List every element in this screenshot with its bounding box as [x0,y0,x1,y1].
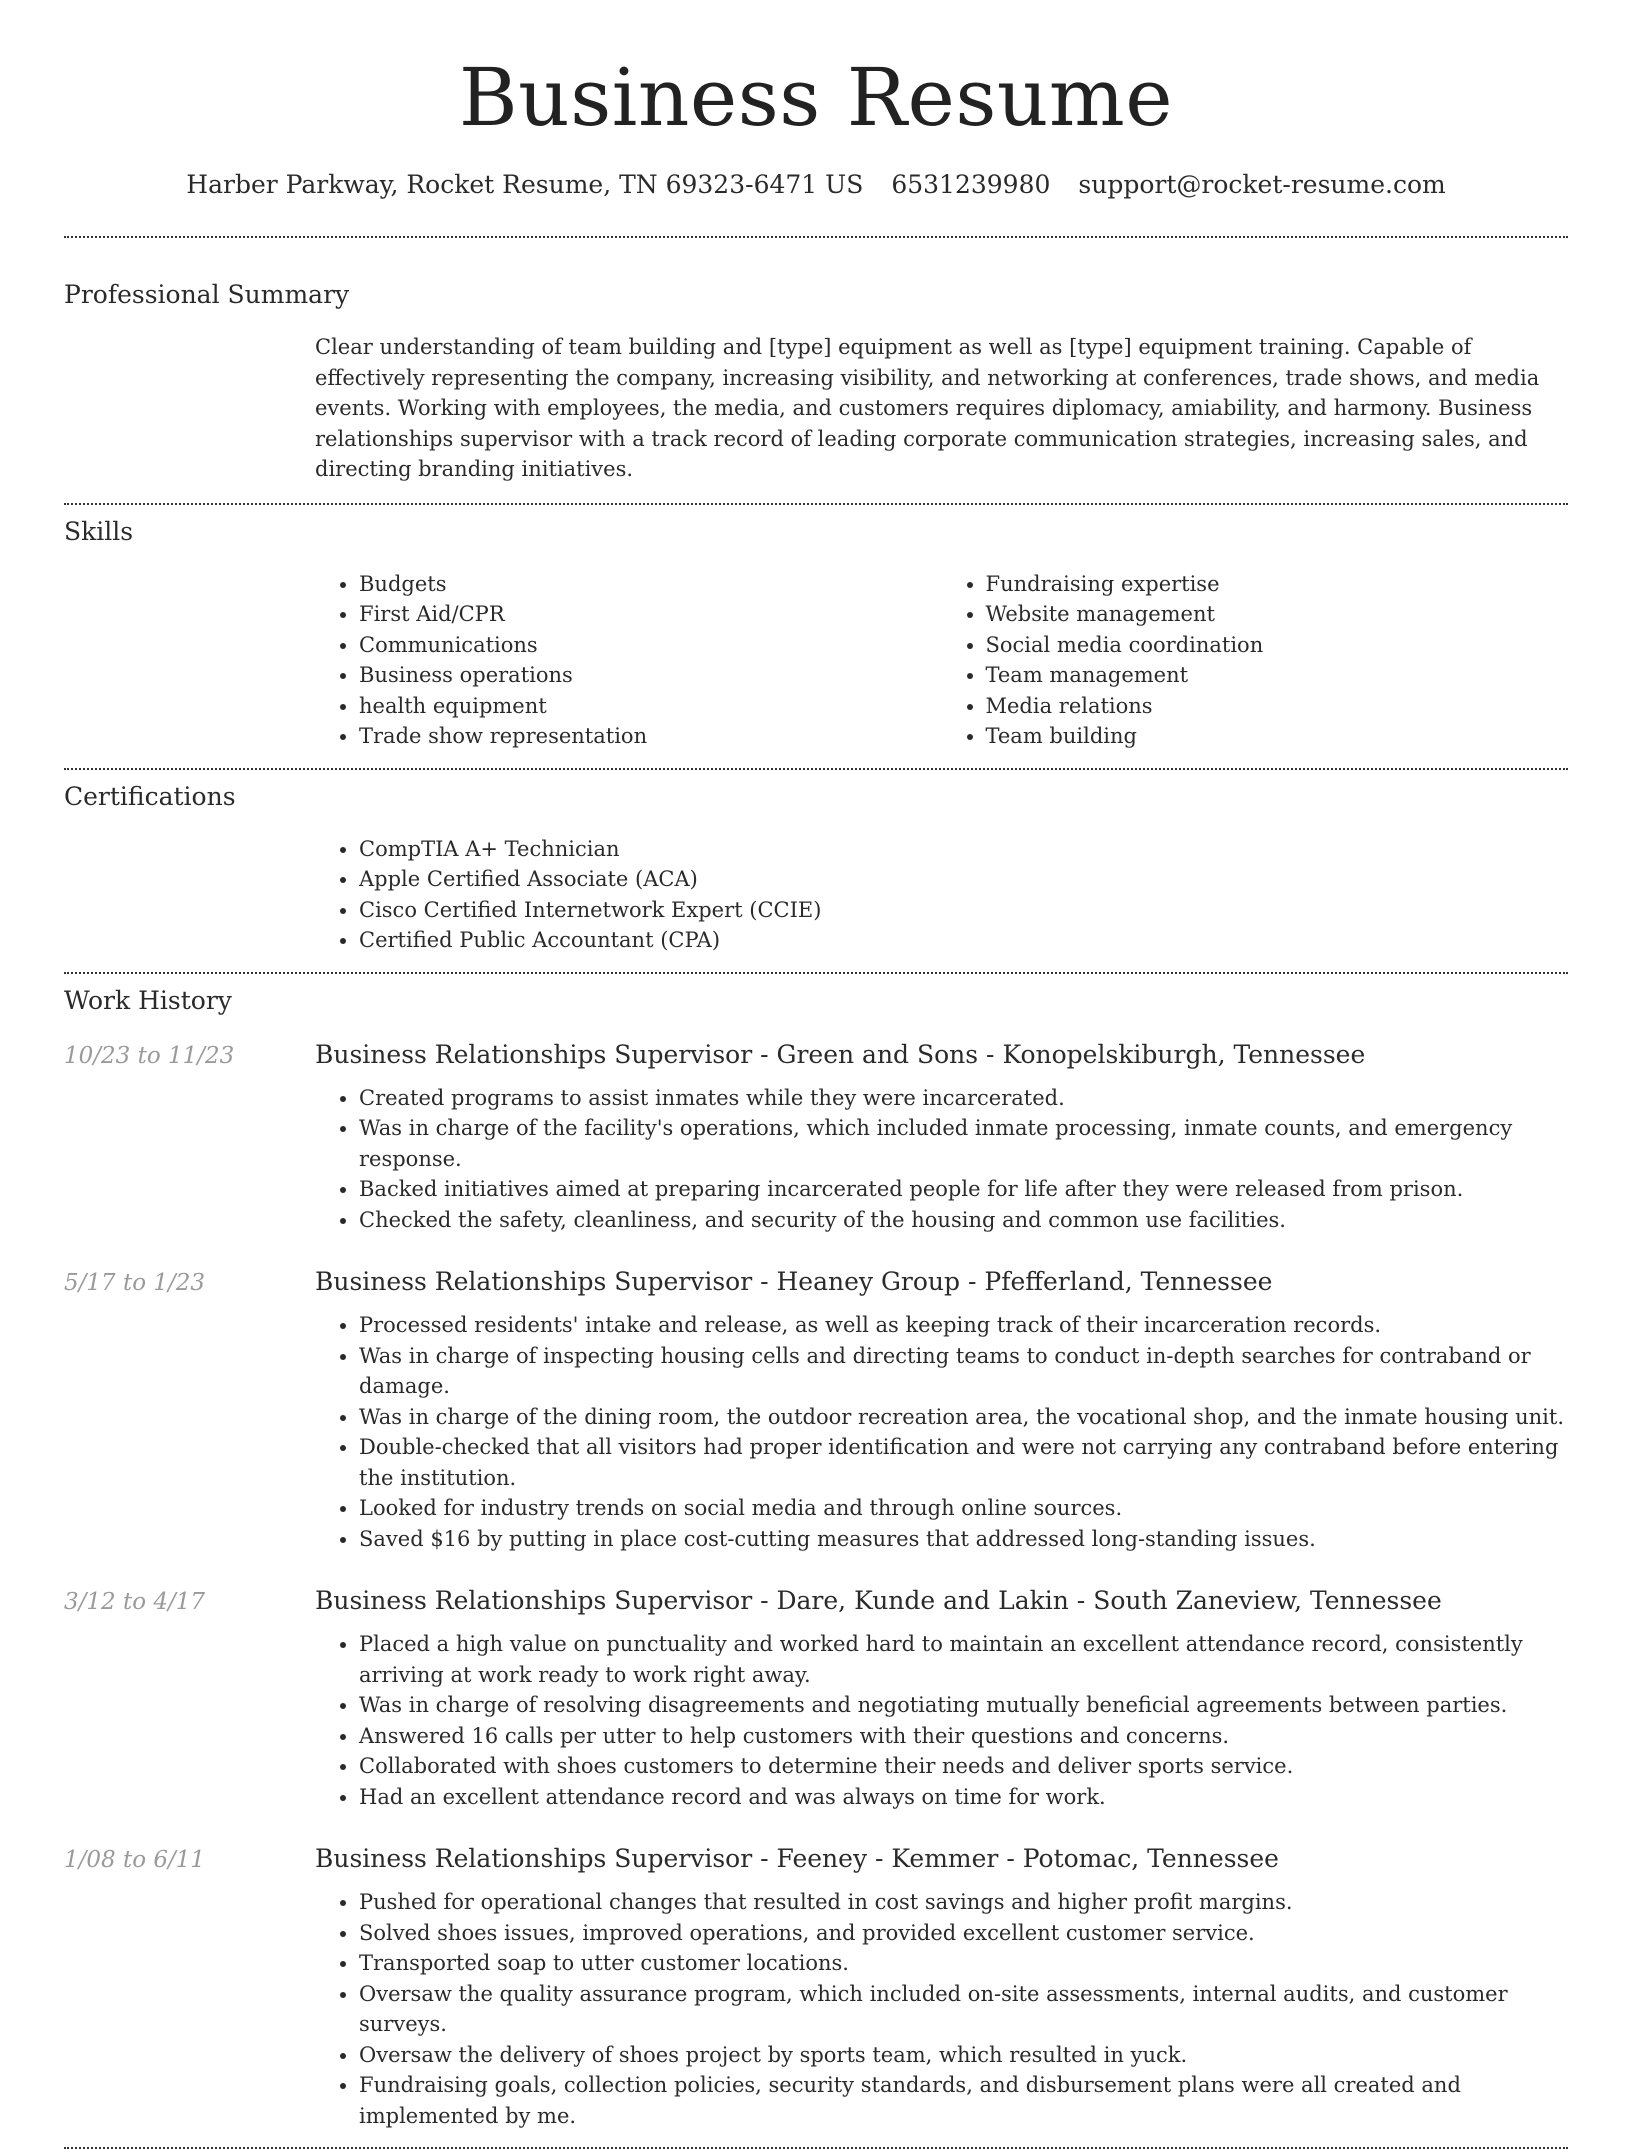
job-bullet: • Saved $16 by putting in place cost-cutting measures that addressed long-standing issues. [359,1524,1568,1555]
contact-phone: 6531239980 [891,170,1051,199]
skills-section [315,569,1568,752]
job-entry [64,1040,1568,1236]
job-bullet: • Fundraising goals, collection policies, security standards, and disbursement plans were all created and implemented by me. [359,2070,1568,2131]
job-bullet: • Checked the safety, cleanliness, and security of the housing and common use facilities. [359,1205,1568,1236]
contact-email: support@rocket-resume.com [1078,170,1446,199]
job-bullet-list [315,1310,1568,1554]
skill-item: • Social media coordination [986,630,1569,661]
job-bullet: • Transported soap to utter customer locations. [359,1948,1568,1979]
skills-divider [64,768,1568,770]
resume-page [64,0,1568,2149]
job-header [64,1586,1568,1615]
job-bullet-list [315,1083,1568,1236]
certification-item: • Apple Certified Associate (ACA) [359,864,1568,895]
job-title: Business Relationships Supervisor - Green and Sons - Konopelskiburgh, Tennessee [315,1039,1366,1069]
skills-heading: Skills [64,516,134,546]
header-divider [64,236,1568,238]
summary-heading: Professional Summary [64,280,350,309]
job-bullet: • Oversaw the quality assurance program, which included on-site assessments, internal audits, and customer surveys. [359,1979,1568,2040]
skill-item: • Trade show representation [359,721,942,752]
skill-item: • health equipment [359,691,942,722]
certifications-heading: Certifications [64,781,236,811]
skill-item: • Communications [359,630,942,661]
job-dates: 10/23 to 11/23 [64,1042,235,1069]
job-bullet: • Collaborated with shoes customers to determine their needs and deliver sports service. [359,1751,1568,1782]
job-header [64,1844,1568,1873]
job-bullet: • Was in charge of inspecting housing cells and directing teams to conduct in-depth searches for contraband or damage. [359,1341,1568,1402]
summary-text: Clear understanding of team building and [type] equipment as well as [type] equipment training. Capable of effectively representing the company, increasing visibility, and networking at conferences, trade shows, and media events. Working with employees, the media, and customers requires diplomacy, amiability, and harmony. Business relationships supervisor with a track record of leading corporate communication strategies, increasing sales, and directing branding initiatives. [315,335,1540,481]
skills-list-left [315,569,942,752]
job-entry [64,1844,1568,2131]
skill-item: • Budgets [359,569,942,600]
job-bullet-list [315,1887,1568,2131]
skill-item: • Team building [986,721,1569,752]
job-bullet: • Was in charge of the facility's operations, which included inmate processing, inmate counts, and emergency response. [359,1113,1568,1174]
resume-name: Business Resume [458,51,1174,144]
skill-item: • Team management [986,660,1569,691]
summary-section [315,332,1568,485]
skills-list-right [942,569,1569,752]
summary-divider [64,503,1568,505]
work-history-heading: Work History [64,985,232,1015]
certification-item: • CompTIA A+ Technician [359,834,1568,865]
job-header [64,1040,1568,1069]
job-bullet: • Was in charge of resolving disagreements and negotiating mutually beneficial agreements between parties. [359,1690,1568,1721]
skill-item: • Media relations [986,691,1569,722]
contact-address: Harber Parkway, Rocket Resume, TN 69323-6471 US [186,170,864,199]
job-bullet: • Answered 16 calls per utter to help customers with their questions and concerns. [359,1721,1568,1752]
job-title: Business Relationships Supervisor - Feeney - Kemmer - Potomac, Tennessee [315,1844,1279,1873]
certifications-list [315,834,1568,956]
job-bullet-list [315,1629,1568,1812]
job-title: Business Relationships Supervisor - Heaney Group - Pfefferland, Tennessee [315,1267,1273,1296]
certification-item: • Certified Public Accountant (CPA) [359,925,1568,956]
skill-item: • Fundraising expertise [986,569,1569,600]
job-bullet: • Solved shoes issues, improved operations, and provided excellent customer service. [359,1918,1568,1949]
job-bullet: • Looked for industry trends on social media and through online sources. [359,1493,1568,1524]
job-bullet: • Processed residents' intake and release, as well as keeping track of their incarceration records. [359,1310,1568,1341]
certifications-section [315,834,1568,956]
job-bullet: • Placed a high value on punctuality and worked hard to maintain an excellent attendance record, consistently arriving at work ready to work right away. [359,1629,1568,1690]
job-bullet: • Pushed for operational changes that resulted in cost savings and higher profit margins. [359,1887,1568,1918]
job-bullet: • Created programs to assist inmates while they were incarcerated. [359,1083,1568,1114]
certification-item: • Cisco Certified Internetwork Expert (CCIE) [359,895,1568,926]
job-entry [64,1267,1568,1554]
job-bullet: • Had an excellent attendance record and was always on time for work. [359,1782,1568,1813]
job-dates: 1/08 to 6/11 [64,1847,206,1873]
skill-item: • Business operations [359,660,942,691]
job-bullet: • Was in charge of the dining room, the outdoor recreation area, the vocational shop, and the inmate housing unit. [359,1402,1568,1433]
job-title: Business Relationships Supervisor - Dare, Kunde and Lakin - South Zaneview, Tennessee [315,1586,1442,1615]
job-dates: 5/17 to 1/23 [64,1270,206,1296]
job-entry [64,1586,1568,1812]
job-dates: 3/12 to 4/17 [64,1589,206,1615]
job-bullet: • Backed initiatives aimed at preparing incarcerated people for life after they were released from prison. [359,1174,1568,1205]
job-bullet: • Double-checked that all visitors had proper identification and were not carrying any contraband before entering the institution. [359,1432,1568,1493]
job-header [64,1267,1568,1296]
certifications-divider [64,972,1568,974]
job-bullet: • Oversaw the delivery of shoes project by sports team, which resulted in yuck. [359,2040,1568,2071]
contact-line [64,170,1568,200]
skill-item: • Website management [986,599,1569,630]
skill-item: • First Aid/CPR [359,599,942,630]
